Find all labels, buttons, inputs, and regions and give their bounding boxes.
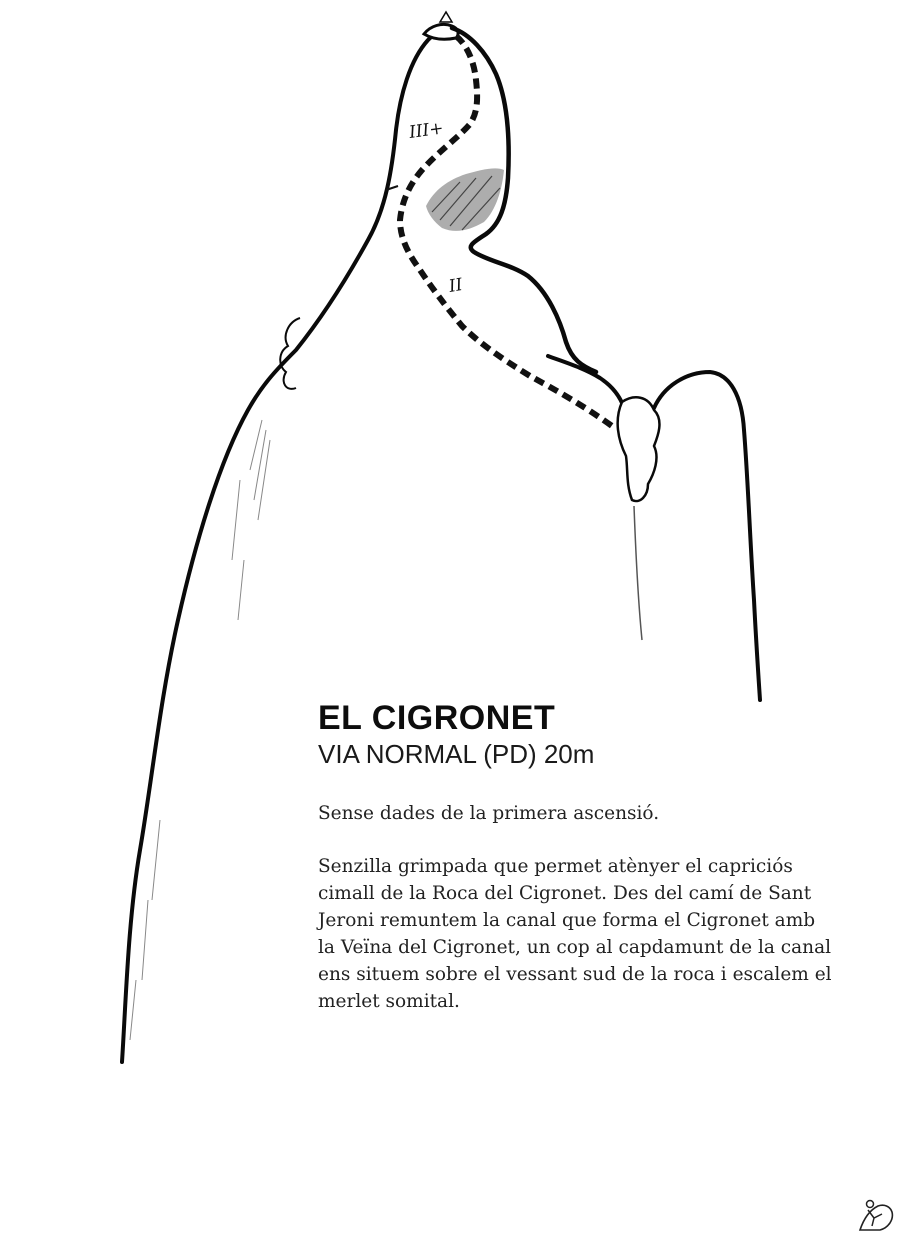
grade-upper: III+ <box>407 118 445 143</box>
climber-logo-icon <box>856 1196 896 1234</box>
approach-line: Jeroni remuntem la canal que forma el Cigronet amb <box>318 910 816 931</box>
route-subtitle: VIA NORMAL (PD) 20m <box>318 739 595 769</box>
approach-line: cimall de la Roca del Cigronet. Des del camí de Sant <box>318 883 812 904</box>
route-title: EL CIGRONET <box>318 699 556 737</box>
approach-text <box>318 853 878 1015</box>
approach-line: la Veïna del Cigronet, un cop al capdamunt de la canal <box>318 937 832 958</box>
neighbour-rock-outline <box>654 372 760 700</box>
approach-line: ens situem sobre el vessant sud de la roca i escalem el <box>318 964 832 985</box>
rock-ledge <box>548 356 624 408</box>
first-ascent-text: Sense dades de la primera ascensió. <box>318 803 660 824</box>
bush-right <box>618 397 660 501</box>
grade-lower: II <box>447 274 465 297</box>
approach-line: Senzilla grimpada que permet atènyer el capriciós <box>318 856 793 877</box>
approach-line: merlet somital. <box>318 991 460 1012</box>
left-face-hatching <box>130 420 270 1040</box>
chimney-shading <box>426 168 504 231</box>
summit-cairn <box>440 12 452 22</box>
route-info <box>318 700 878 1015</box>
neighbour-rock-left-edge <box>634 506 642 640</box>
